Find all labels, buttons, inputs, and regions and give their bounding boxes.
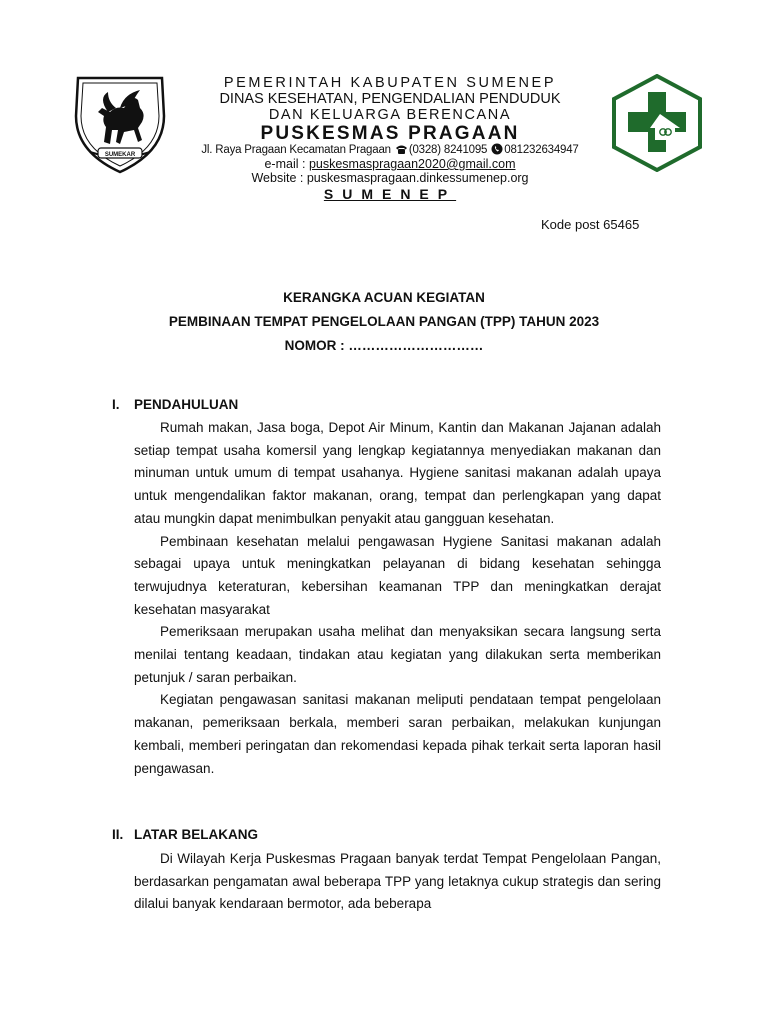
website-link[interactable]: puskesmaspragaan.dinkessumenep.org <box>306 171 529 185</box>
keluarga-line: DAN KELUARGA BERENCANA <box>268 107 512 123</box>
whatsapp-icon <box>491 143 503 155</box>
address-text: Jl. Raya Pragaan Kecamatan Pragaan <box>201 144 391 156</box>
postal-code: Kode post 65465 <box>541 217 640 232</box>
paragraph: Pemeriksaan merupakan usaha melihat dan menyaksikan secara langsung serta menilai tentang keadaan, tindakan atau kegiatan yang dilakukan serta memberikan petunjuk / saran perbaikan. <box>134 624 661 685</box>
website-line <box>170 171 610 185</box>
address-line <box>170 143 610 156</box>
website-label: Website : <box>251 171 304 185</box>
email-label: e-mail : <box>264 157 306 171</box>
section-number: II. <box>112 827 124 842</box>
document-number: NOMOR : ………………………… <box>284 338 484 353</box>
phone-text: (0328) 8241095 <box>408 144 488 156</box>
document-title: KERANGKA ACUAN KEGIATAN <box>283 290 485 305</box>
paragraph: Di Wilayah Kerja Puskesmas Pragaan banyak terdat Tempat Pengelolaan Pangan, berdasarkan pengamatan awal beberapa TPP yang letaknya cukup strategis dan sering dilalui banyak kendaraan bermotor, ada beberapa <box>134 851 661 912</box>
puskesmas-logo-icon <box>608 74 706 172</box>
email-line <box>170 157 610 171</box>
section-number: I. <box>112 397 120 412</box>
sumenep-emblem-icon <box>68 72 172 176</box>
whatsapp-text: 081232634947 <box>504 144 579 156</box>
paragraph: Kegiatan pengawasan sanitasi makanan meliputi pendataan tempat pengelolaan makanan, pemeriksaan berkala, memberi saran perbaikan, melakukan kunjungan kembali, memberi peringatan dan rekomendasi kepada pihak terkait serta laporan hasil pengawasan. <box>134 692 661 776</box>
emblem-text: SUMEKAR <box>104 152 136 158</box>
section-title: LATAR BELAKANG <box>134 827 258 842</box>
section-body <box>134 848 661 916</box>
kabupaten-name: SUMENEP <box>323 186 457 202</box>
section-body <box>134 417 661 780</box>
email-link[interactable]: puskesmaspragaan2020@gmail.com <box>308 157 516 171</box>
paragraph: Pembinaan kesehatan melalui pengawasan Hygiene Sanitasi makanan adalah sebagai upaya untuk meningkatkan pelayanan di bidang kesehatan sehingga terwujudnya keteraturan, kebersihan keamanan TPP dan meningkatkan derajat kesehatan masyarakat <box>134 533 661 617</box>
telephone-icon <box>395 144 408 155</box>
document-subtitle: PEMBINAAN TEMPAT PENGELOLAAN PANGAN (TPP) TAHUN 2023 <box>168 314 600 329</box>
paragraph: Rumah makan, Jasa boga, Depot Air Minum, Kantin dan Makanan Jajanan adalah setiap tempat usaha komersil yang lengkap kegiatannya menyediakan makanan dan minuman untuk umum di tempat usahanya. Hygiene sanitasi makanan adalah upaya untuk mengendalikan faktor makanan, orang, tempat dan perlengkapan yang dapat atau mungkin dapat menimbulkan penyakit atau gangguan kesehatan. <box>134 420 661 526</box>
government-line: PEMERINTAH KABUPATEN SUMENEP <box>223 75 557 91</box>
section-title: PENDAHULUAN <box>134 397 239 412</box>
dinas-line: DINAS KESEHATAN, PENGENDALIAN PENDUDUK <box>219 91 561 107</box>
section-heading <box>112 827 258 842</box>
puskesmas-name: PUSKESMAS PRAGAAN <box>260 123 520 144</box>
section-heading <box>112 397 238 412</box>
